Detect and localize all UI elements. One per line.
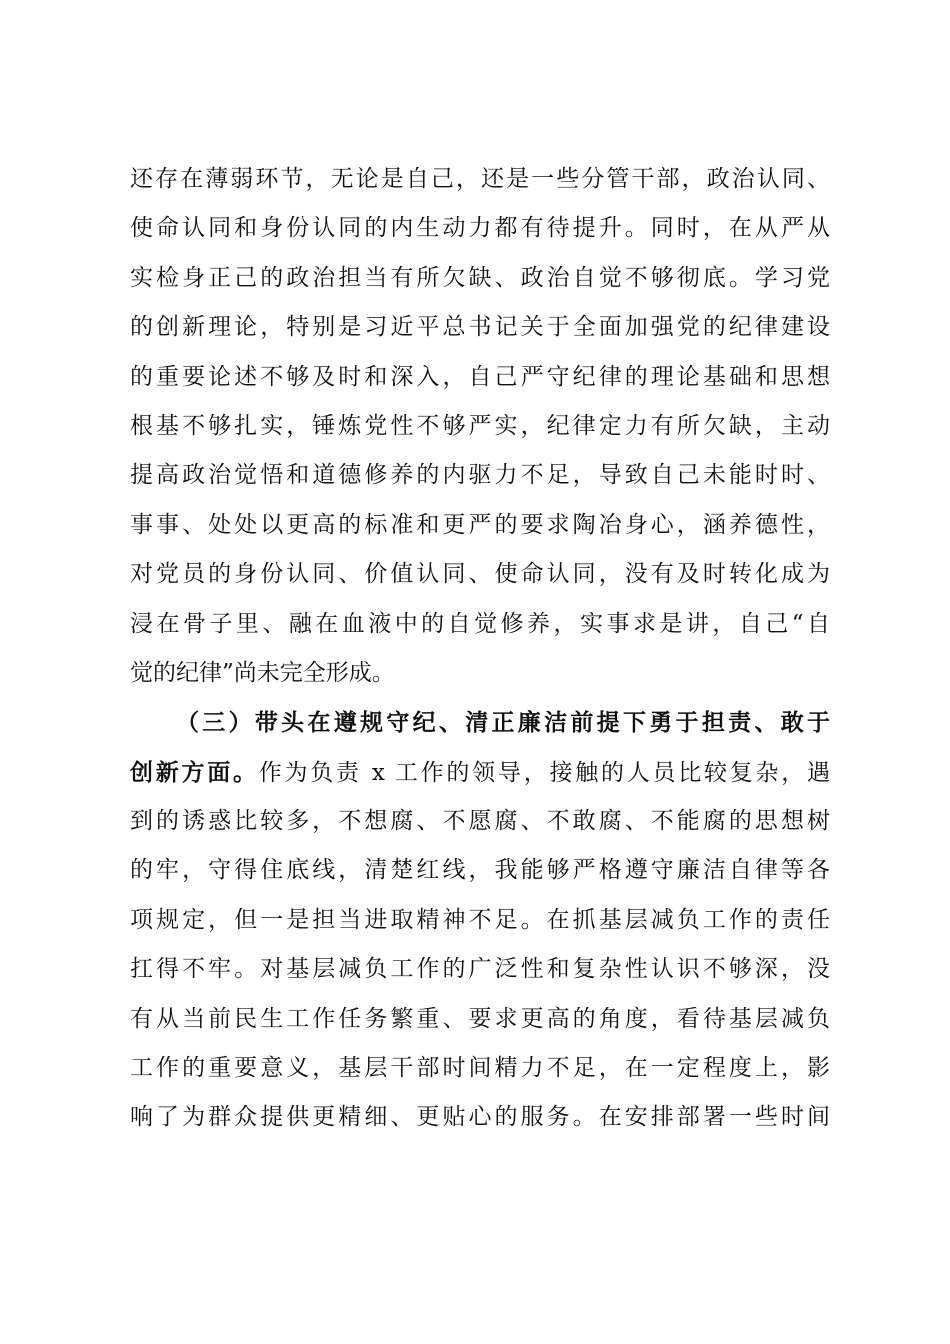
text-line: 使命认同和身份认同的内生动力都有待提升。同时，在从严从 <box>130 215 830 242</box>
text-line: 觉的纪律”尚未完全形成。 <box>130 659 395 686</box>
text-line: 提高政治觉悟和道德修养的内驱力不足，导致自己未能时时、 <box>130 462 830 489</box>
text-line: 实检身正己的政治担当有所欠缺、政治自觉不够彻底。学习党 <box>130 264 830 291</box>
text-line: 的重要论述不够及时和深入，自己严守纪律的理论基础和思想 <box>130 363 830 390</box>
text-line: 事事、处处以更高的标准和更严的要求陶冶身心，涵养德性， <box>130 511 830 538</box>
section-heading: （三）带头在遵规守纪、清正廉洁前提下勇于担责、敢于 <box>176 709 830 737</box>
text-line: 对党员的身份认同、价值认同、使命认同，没有及时转化成为 <box>130 561 830 588</box>
text-line: 有从当前民生工作任务繁重、要求更高的角度，看待基层减负 <box>130 1005 830 1032</box>
paragraph-2 <box>130 698 830 1143</box>
text-line: 项规定，但一是担当进取精神不足。在抓基层减负工作的责任 <box>130 906 830 933</box>
text-line <box>130 748 830 797</box>
text-line-rest: 作为负责 x 工作的领导，接触的人员比较复杂，遇 <box>258 759 830 786</box>
text-line: 响了为群众提供更精细、更贴心的服务。在安排部署一些时间 <box>130 1104 830 1131</box>
text-line: 根基不够扎实，锤炼党性不够严实，纪律定力有所欠缺，主动 <box>130 412 830 439</box>
text-line: 工作的重要意义，基层干部时间精力不足，在一定程度上，影 <box>130 1055 830 1082</box>
text-line: 的牢，守得住底线，清楚红线，我能够严格遵守廉洁自律等各 <box>130 857 830 884</box>
text-line: 扛得不牢。对基层减负工作的广泛性和复杂性认识不够深，没 <box>130 956 830 983</box>
document-body <box>130 155 830 1143</box>
paragraph-1 <box>130 155 830 698</box>
text-line: 到的诱惑比较多，不想腐、不愿腐、不敢腐、不能腐的思想树 <box>130 808 830 835</box>
text-line: 还存在薄弱环节，无论是自己，还是一些分管干部，政治认同、 <box>130 166 830 192</box>
text-line: 浸在骨子里、融在血液中的自觉修养，实事求是讲，自己“自 <box>130 610 830 637</box>
section-heading-end: 创新方面。 <box>130 758 259 786</box>
text-line: 的创新理论，特别是习近平总书记关于全面加强党的纪律建设 <box>130 314 830 341</box>
